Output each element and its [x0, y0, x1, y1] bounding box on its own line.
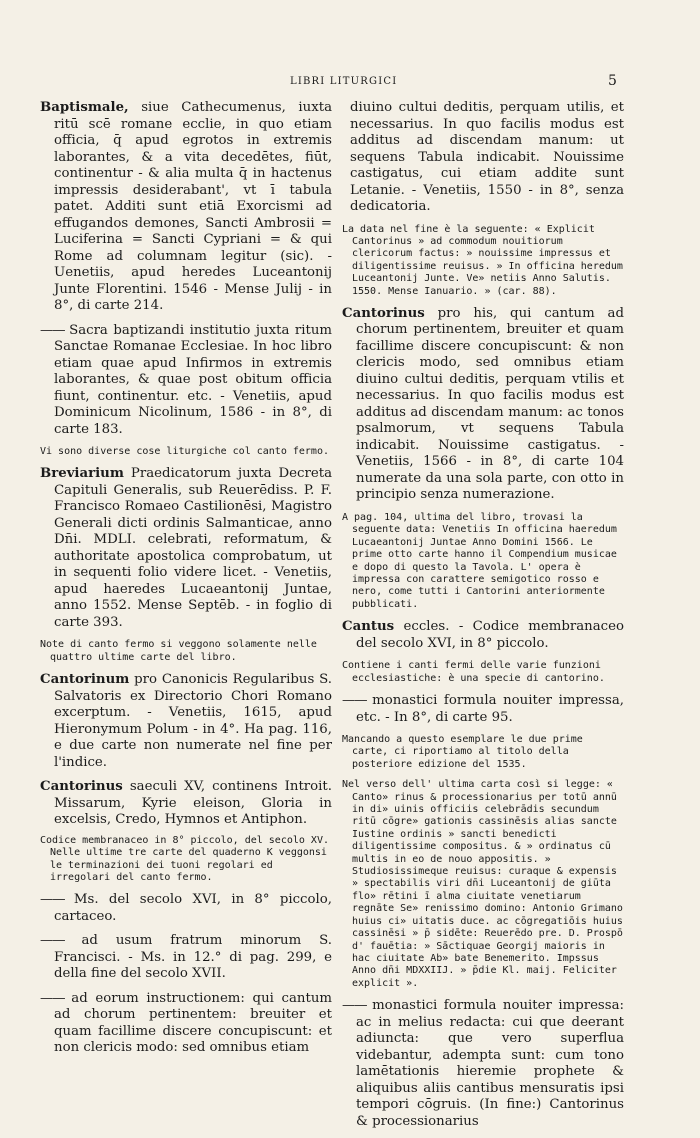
entry-text: eccles. - Codice membranaceo del secolo XVI, in 8° piccolo. — [356, 619, 624, 651]
running-head: LIBRI LITURGICI — [290, 76, 398, 87]
note-contiene: Contiene i canti fermi delle varie funzioni ecclesiastiche: è una specie di cantorino. — [342, 660, 605, 684]
entry-text: pro his, qui cantum ad chorum pertinentem, breuiter et quam facillime discere concupiscunt: & non clericis modo, sed omnibus etiam diuino cultui deditis, perquam vtilis et necessarius. In quo facilis modus est additus ad discendam manum: ac tonos psalmorum, vt sequens Tabula indicabit. Nouissime castigatus. - Venetiis, 1566 - in 8°, di carte 104 numerate da una sola parte, con otto in principio senza numerazione. — [356, 305, 624, 503]
entry-text: monastici formula nouiter impressa, etc. - In 8°, di carte 95. — [356, 693, 624, 725]
entry-monastici-95 — [342, 693, 624, 726]
entry-text: Praedicatorum juxta Decreta Capituli Generalis, sub Reuerēdiss. P. F. Francisco Romaeo Castilionēsi, Magistro Generali dicti ordinis Salmanticae, anno Dn̄i. MDLI. celebrati, reformatum, & authoritate apostolica comprobatum, ut in sequenti folio videre licet. - Venetiis, apud haeredes Lucaeantonij Juntae, anno 1552. Mense Septēb. - in foglio di carte 393. — [54, 466, 332, 630]
note-codice-membranaceo: Codice membranaceo in 8° piccolo, del secolo XV. Nelle ultime tre carte del quaderno K veggonsi le terminazioni dei tuoni regolari ed irregolari del canto fermo. — [40, 834, 329, 883]
entry-cantorinum — [40, 672, 332, 771]
headword: Breviarium — [40, 466, 124, 482]
page-number: 5 — [608, 73, 617, 89]
entry-cantorinus-1566 — [342, 306, 624, 504]
entry-text: ad usum fratrum minorum S. Francisci. - Ms. in 12.° di pag. 299, e della fine del secolo XVII. — [54, 933, 332, 982]
entry-cantorinus-xv — [40, 779, 332, 829]
entry-baptismale — [40, 100, 332, 315]
entry-cantus — [342, 619, 624, 652]
entry-monastici-melius — [342, 998, 624, 1130]
page-header — [0, 73, 700, 94]
ditto-dash: —— — [40, 990, 72, 1006]
entry-text: saeculi XV, continens Introit. Missarum, Kyrie eleison, Gloria in excelsis, Credo, Hymnos et Antiphon. — [54, 779, 332, 828]
headword: Cantorinus — [40, 779, 123, 795]
entry-text: Sacra baptizandi institutio juxta ritum Sanctae Romanae Ecclesiae. In hoc libro etiam quae apud Infirmos in extremis laborantes, & quae post obitum officia fiunt, continentur. etc. - Venetiis, apud Dominicum Nicolinum, 1586 - in 8°, di carte 183. — [54, 322, 332, 437]
headword: Cantorinum — [40, 672, 130, 688]
entry-ms-xvi — [40, 892, 332, 925]
note-explicit-1550: La data nel fine è la seguente: « Explicit Cantorinus » ad commodum nouitiorum clericorum factus: » nouissime impressus et diligentissime reuisus. » In officina heredum Luceantonij Junte. Ve» netiis Anno Salutis. 1550. Mense Ianuario. » (car. 88). — [342, 223, 623, 297]
entry-text: pro Canonicis Regularibus S. Salvatoris ex Directorio Chori Romano excerptum. - Venetiis, 1615, apud Hieronymum Polum - in 4°. Ha pag. 116, e due carte non numerate nel fine per l'indice. — [54, 672, 332, 770]
ditto-dash: —— — [40, 322, 70, 338]
ditto-dash: —— — [40, 933, 82, 949]
headword: Cantorinus — [342, 305, 425, 321]
entry-breviarium — [40, 466, 332, 631]
entry-text: monastici formula nouiter impressa: ac in melius redacta: cui que deerant adiuncta: que vero superflua videbantur, adempta sunt: cum tono lamētationis hieremie prophete & aliquibus aliis cantibus mensuratis ipsi tempori cōgruis. (In fine:) Cantorinus & processionarius — [356, 998, 624, 1129]
entry-continuation: diuino cultui deditis, perquam utilis, et necessarius. In quo facilis modus est additus ad discendam manum: ut sequens Tabula indicabit. Nouissime castigatus, cui etiam addite sunt Letanie. - Venetiis, 1550 - in 8°, senza dedicatoria. — [350, 100, 624, 214]
entry-text: Ms. del secolo XVI, in 8° piccolo, cartaceo. — [54, 892, 332, 924]
left-column — [40, 100, 332, 1065]
entry-text: siue Cathecumenus, iuxta ritū scē romane ecclie, in quo etiam officia, q̄ apud egrotos in extremis laborantes, & a vita decedētes, fiūt, continentur - & alia multa q̄ in hactenus impressis desiderabant', vt ī tabula patet. Additi sunt etiā Exorcismi ad effugandos demones, Sancti Ambrosii = Luciferina = Sancti Cypriani = & qui Rome ad columnam legitur (sic). - Uenetiis, apud heredes Luceantonij Junte Florentini. 1546 - Mense Julij - in 8°, di carte 214. — [54, 100, 332, 313]
note-nel-verso: Nel verso dell' ultima carta così si legge: « Canto» rinus & processionarius per totū annū in di» uinis officiis celebrādis secundum ritū cōgre» gationis cassinēsis alias sancte Iustine ordinis » sancti benedicti diligentissime compositus. & » ordinatus cū multis in eo de nouo appositis. » Studiosissimeque reuisus: curaque & expensis » spectabilis viri dn̄i Luceantonij de giūta flo» rētini ī alma ciuitate venetiarum regnāte Se» renissimo domino: Antonio Grimano huius ci» uitatis duce. ac cōgregatiōis huius cassinēsi » p̄ sidēte: Reuerēdo pre. D. Prospō d' fauētia: » Sāctiquae Georgij maioris in hac ciuitate Ab» bate Benemerito. Impssus Anno dn̄i MDXXIIJ. » p̄die Kl. maij. Feliciter explicit ». — [342, 779, 623, 989]
right-column — [342, 100, 624, 1138]
ditto-dash: —— — [40, 892, 74, 908]
entry-sacra-baptizandi — [40, 323, 332, 439]
headword: Baptismale, — [40, 100, 129, 115]
note-pag-104: A pag. 104, ultima del libro, trovasi la seguente data: Venetiis In officina haeredum Lucaeantonij Juntae Anno Domini 1566. Le prime otto carte hanno il Compendium musicae e dopo di questo la Tavola. L' opera è impressa con carattere semigotico rosso e nero, come tutti i Cantorini anteriormente pubblicati. — [342, 511, 617, 610]
note-baptizandi: Vi sono diverse cose liturgiche col canto fermo. — [40, 446, 329, 457]
headword: Cantus — [342, 619, 395, 635]
ditto-dash: —— — [342, 998, 373, 1014]
ditto-dash: —— — [342, 693, 373, 708]
note-mancando: Mancando a questo esemplare le due prime carte, ci riportiamo al titolo della posteriore edizione del 1535. — [342, 734, 583, 770]
entry-usum-fratrum — [40, 933, 332, 983]
entry-text: ad eorum instructionem: qui cantum ad chorum pertinentem: breuiter et quam facillime discere concupiscunt: et non clericis modo: sed omnibus etiam — [54, 990, 332, 1056]
note-breviarium: Note di canto fermo si veggono solamente nelle quattro ultime carte del libro. — [40, 639, 317, 663]
entry-eorum-instructionem — [40, 991, 332, 1057]
